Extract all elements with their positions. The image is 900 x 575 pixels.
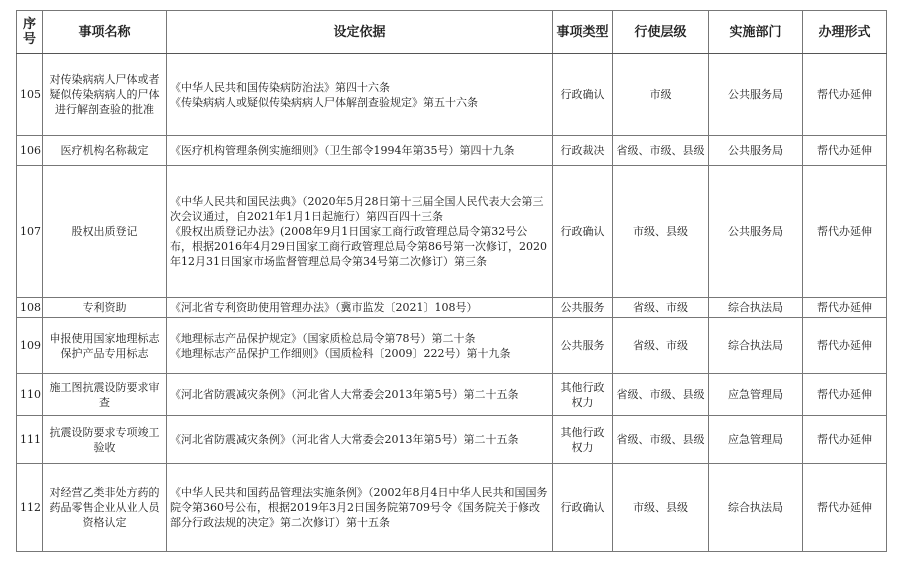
cell-level: 市级 — [613, 54, 709, 136]
table-row — [17, 318, 887, 374]
cell-dept: 综合执法局 — [709, 318, 803, 374]
header-level: 行使层级 — [613, 11, 709, 54]
cell-dept: 应急管理局 — [709, 374, 803, 416]
cell-basis: 《地理标志产品保护规定》（国家质检总局令第78号）第二十条 《地理标志产品保护工作细则》（国质检科〔2009〕222号）第十九条 — [167, 318, 553, 374]
header-form: 办理形式 — [803, 11, 887, 54]
cell-name: 专利资助 — [43, 298, 167, 318]
matters-table — [16, 10, 887, 552]
cell-type: 行政裁决 — [553, 136, 613, 166]
cell-basis: 《中华人民共和国传染病防治法》第四十六条 《传染病病人或疑似传染病病人尸体解剖查验规定》第五十六条 — [167, 54, 553, 136]
cell-seq: 105 — [17, 54, 43, 136]
table-row — [17, 374, 887, 416]
header-dept: 实施部门 — [709, 11, 803, 54]
table-header-row — [17, 11, 887, 54]
cell-name: 施工图抗震设防要求审查 — [43, 374, 167, 416]
cell-name: 抗震设防要求专项竣工验收 — [43, 416, 167, 464]
cell-seq: 107 — [17, 166, 43, 298]
cell-dept: 公共服务局 — [709, 136, 803, 166]
cell-level: 省级、市级、县级 — [613, 374, 709, 416]
cell-level: 市级、县级 — [613, 464, 709, 552]
cell-type: 其他行政权力 — [553, 416, 613, 464]
cell-basis: 《河北省防震减灾条例》（河北省人大常委会2013年第5号）第二十五条 — [167, 416, 553, 464]
cell-seq: 111 — [17, 416, 43, 464]
cell-dept: 综合执法局 — [709, 298, 803, 318]
cell-name: 医疗机构名称裁定 — [43, 136, 167, 166]
cell-seq: 110 — [17, 374, 43, 416]
cell-form: 帮代办延伸 — [803, 464, 887, 552]
cell-type: 其他行政权力 — [553, 374, 613, 416]
cell-form: 帮代办延伸 — [803, 166, 887, 298]
cell-level: 省级、市级 — [613, 318, 709, 374]
cell-seq: 106 — [17, 136, 43, 166]
cell-form: 帮代办延伸 — [803, 136, 887, 166]
cell-name: 股权出质登记 — [43, 166, 167, 298]
header-type: 事项类型 — [553, 11, 613, 54]
cell-form: 帮代办延伸 — [803, 54, 887, 136]
cell-basis: 《河北省专利资助使用管理办法》（冀市监发〔2021〕108号） — [167, 298, 553, 318]
cell-type: 公共服务 — [553, 298, 613, 318]
cell-name: 对经营乙类非处方药的药品零售企业从业人员资格认定 — [43, 464, 167, 552]
header-name: 事项名称 — [43, 11, 167, 54]
cell-type: 行政确认 — [553, 166, 613, 298]
cell-form: 帮代办延伸 — [803, 298, 887, 318]
cell-level: 市级、县级 — [613, 166, 709, 298]
table-row — [17, 166, 887, 298]
cell-basis: 《中华人民共和国药品管理法实施条例》（2002年8月4日中华人民共和国国务院令第360号公布，根据2019年3月2日国务院第709号令《国务院关于修改部分行政法规的决定》第二次修订）第十五条 — [167, 464, 553, 552]
cell-form: 帮代办延伸 — [803, 374, 887, 416]
cell-name: 申报使用国家地理标志保护产品专用标志 — [43, 318, 167, 374]
cell-dept: 综合执法局 — [709, 464, 803, 552]
cell-type: 公共服务 — [553, 318, 613, 374]
table-row — [17, 298, 887, 318]
cell-seq: 109 — [17, 318, 43, 374]
header-seq: 序号 — [17, 11, 43, 54]
cell-dept: 公共服务局 — [709, 54, 803, 136]
cell-level: 省级、市级、县级 — [613, 416, 709, 464]
cell-type: 行政确认 — [553, 54, 613, 136]
cell-basis: 《河北省防震减灾条例》（河北省人大常委会2013年第5号）第二十五条 — [167, 374, 553, 416]
table-row — [17, 54, 887, 136]
cell-basis: 《医疗机构管理条例实施细则》（卫生部令1994年第35号）第四十九条 — [167, 136, 553, 166]
cell-name: 对传染病病人尸体或者疑似传染病病人的尸体进行解剖查验的批准 — [43, 54, 167, 136]
cell-seq: 112 — [17, 464, 43, 552]
cell-seq: 108 — [17, 298, 43, 318]
cell-level: 省级、市级 — [613, 298, 709, 318]
cell-dept: 公共服务局 — [709, 166, 803, 298]
cell-form: 帮代办延伸 — [803, 416, 887, 464]
table-row — [17, 464, 887, 552]
table-row — [17, 136, 887, 166]
cell-dept: 应急管理局 — [709, 416, 803, 464]
cell-level: 省级、市级、县级 — [613, 136, 709, 166]
table-row — [17, 416, 887, 464]
cell-form: 帮代办延伸 — [803, 318, 887, 374]
cell-basis: 《中华人民共和国民法典》（2020年5月28日第十三届全国人民代表大会第三次会议通过，自2021年1月1日起施行）第四百四十三条 《股权出质登记办法》(2008年9月1日国家工商行政管理总局令第32号公布，根据2016年4月29日国家工商行政管理总局令第86号第一次修订，2020年12月31日国家市场监督管理总局令第34号第二次修订）第三条 — [167, 166, 553, 298]
table-body — [17, 54, 887, 552]
cell-type: 行政确认 — [553, 464, 613, 552]
header-basis: 设定依据 — [167, 11, 553, 54]
